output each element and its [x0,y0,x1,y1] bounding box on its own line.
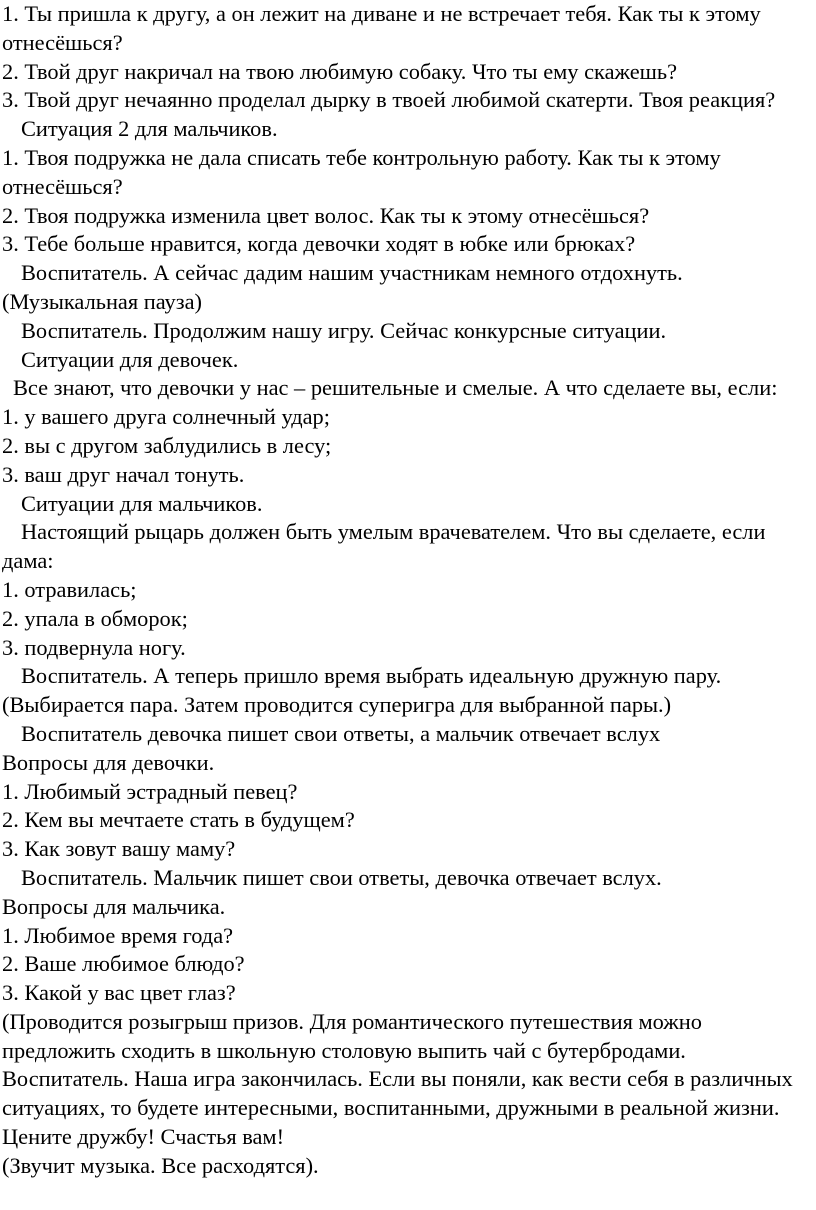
paragraph: Ситуации для девочек. [21,346,239,372]
paragraph: Воспитатель. Мальчик пишет свои ответы, девочка отвечает вслух. [21,864,662,890]
paragraph: 3. Тебе больше нравится, когда девочки ходят в юбке или брюках? [2,231,636,257]
paragraph: 1. Ты пришла к другу, а он лежит на диване и не встречает тебя. Как ты к этому отнесёшься? [2,1,761,55]
paragraph: 1. отравилась; [2,576,137,602]
paragraph: Воспитатель. Продолжим нашу игру. Сейчас конкурсные ситуации. [21,317,667,343]
paragraph: 2. Твоя подружка изменила цвет волос. Как ты к этому отнесёшься? [2,202,650,228]
paragraph: 2. Ваше любимое блюдо? [2,951,245,977]
paragraph: 3. Какой у вас цвет глаз? [2,980,236,1006]
paragraph: Ситуации для мальчиков. [21,490,263,516]
paragraph: 1. Твоя подружка не дала списать тебе контрольную работу. Как ты к этому отнесёшься? [2,144,721,199]
paragraph: Воспитатель девочка пишет свои ответы, а мальчик отвечает вслух [21,720,661,746]
paragraph: 3. Твой друг нечаянно проделал дырку в твоей любимой скатерти. Твоя реакция? [2,87,776,113]
paragraph: 2. упала в обморок; [2,605,188,631]
paragraph: Вопросы для девочки. [2,749,215,775]
paragraph: Ситуация 2 для мальчиков. [21,116,278,142]
paragraph: 1. у вашего друга солнечный удар; [2,404,330,430]
paragraph: Воспитатель. А сейчас дадим нашим участникам немного отдохнуть. (Музыкальная пауза) [2,260,683,314]
paragraph: 2. Твой друг накричал на твою любимую собаку. Что ты ему скажешь? [2,58,678,84]
paragraph: Настоящий рыцарь должен быть умелым врачевателем. Что вы сделаете, если дама: [2,519,766,574]
paragraph: 3. Как зовут вашу маму? [2,836,236,862]
paragraph: 3. ваш друг начал тонуть. [2,461,245,487]
paragraph: 2. Кем вы мечтаете стать в будущем? [2,807,355,833]
paragraph: Воспитатель. А теперь пришло время выбрать идеальную дружную пару. (Выбирается пара. Затем проводится суперигра для выбранной пары.) [2,663,722,718]
paragraph: Воспитатель. Наша игра закончилась. Если вы поняли, как вести себя в различных ситуациях, то будете интересными, воспитанными, дружными в реальной жизни. Цените дружбу! Счастья вам! [2,1066,793,1150]
paragraph: 2. вы с другом заблудились в лесу; [2,432,332,458]
paragraph: (Звучит музыка. Все расходятся). [2,1152,319,1178]
paragraph: Все знают, что девочки у нас – решительные и смелые. А что сделаете вы, если: [13,375,778,401]
paragraph: 3. подвернула ногу. [2,634,186,660]
paragraph: 1. Любимое время года? [2,922,234,948]
paragraph: Вопросы для мальчика. [2,893,226,919]
paragraph: 1. Любимый эстрадный певец? [2,778,298,804]
paragraph: (Проводится розыгрыш призов. Для романтического путешествия можно предложить сходить в школьную столовую выпить чай с бутербродами. [2,1008,702,1063]
